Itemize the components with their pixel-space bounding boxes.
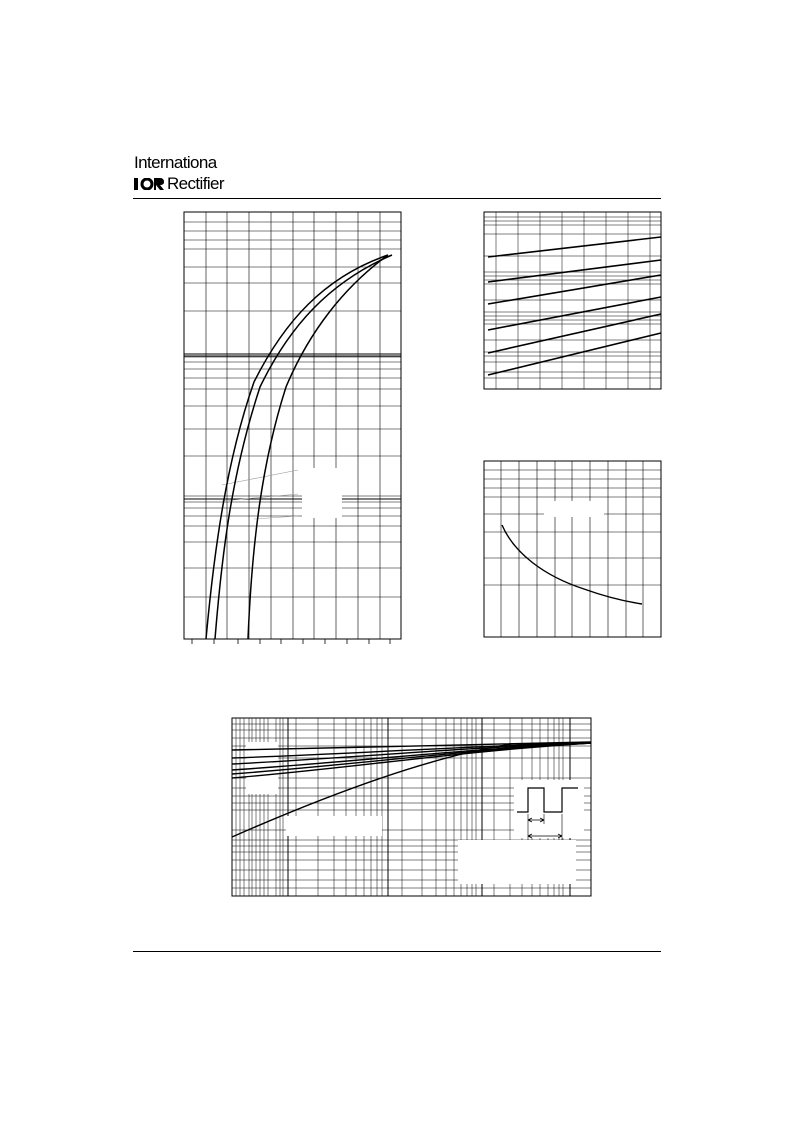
figure-top-right-lines	[484, 212, 661, 389]
main-series	[206, 255, 392, 639]
pulse-inset	[514, 780, 584, 840]
main-grid	[184, 212, 401, 639]
bottom-note-box	[458, 840, 576, 884]
line-6	[488, 333, 661, 375]
main-axis-ticks	[192, 639, 390, 644]
bottom-label-box	[286, 816, 382, 836]
tr-series	[488, 237, 661, 375]
ior-logo-mark	[134, 178, 164, 190]
logo-text-international: Internationa	[134, 153, 217, 172]
company-logo	[134, 153, 234, 195]
logo-text-rectifier: Rectifier	[167, 174, 224, 193]
figure-main-curves	[184, 212, 401, 639]
mr-label-box	[544, 501, 604, 517]
mr-grid	[484, 461, 661, 637]
figure-bottom-thermal	[232, 718, 591, 896]
legend-box	[302, 468, 342, 518]
series-1	[206, 255, 388, 639]
series-2	[215, 255, 392, 639]
line-4	[488, 297, 661, 330]
footer-rule	[133, 951, 661, 952]
figure-mid-right-curve	[484, 461, 661, 637]
series-3	[248, 255, 388, 639]
line-1	[488, 237, 661, 257]
header-rule	[133, 198, 661, 199]
